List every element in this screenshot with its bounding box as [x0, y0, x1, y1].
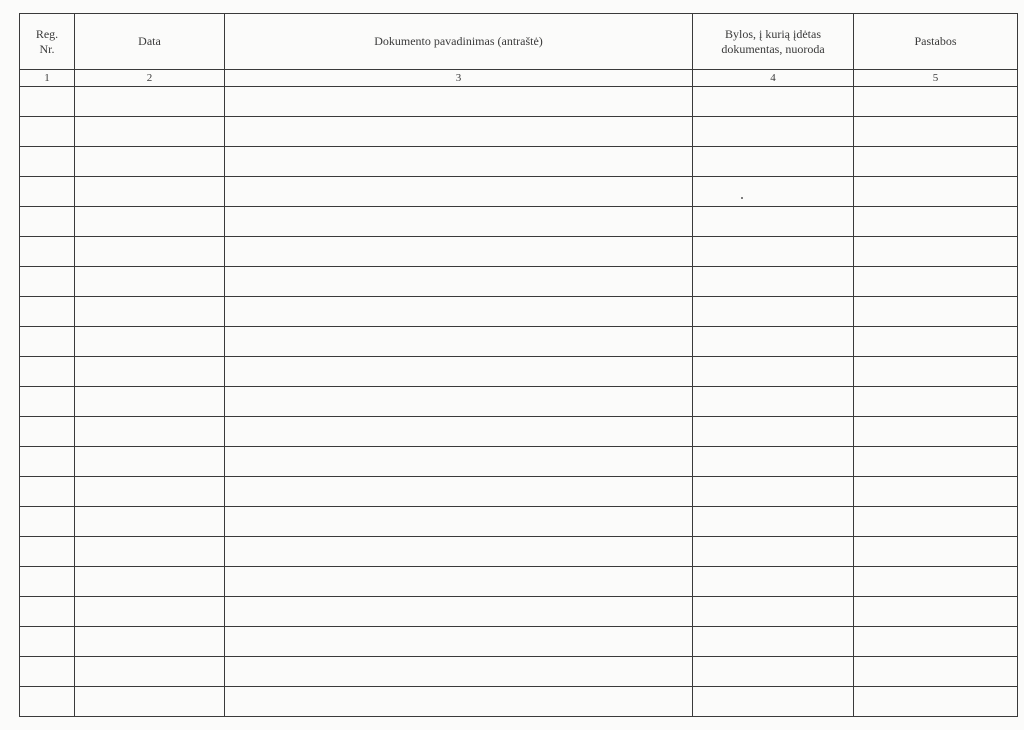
blank-cell: [20, 387, 75, 417]
blank-cell: [854, 537, 1018, 567]
table-row: [20, 117, 1018, 147]
blank-cell: [75, 357, 225, 387]
blank-cell: [854, 117, 1018, 147]
table-row: [20, 327, 1018, 357]
blank-cell: [20, 327, 75, 357]
blank-cell: [20, 177, 75, 207]
blank-cell: [20, 447, 75, 477]
blank-cell: [693, 447, 854, 477]
column-number-3: 3: [225, 70, 693, 87]
blank-cell: [20, 567, 75, 597]
blank-cell: [693, 267, 854, 297]
blank-cell: [693, 417, 854, 447]
blank-cell: [854, 327, 1018, 357]
blank-cell: [225, 87, 693, 117]
blank-cell: [854, 657, 1018, 687]
column-number-4: 4: [693, 70, 854, 87]
blank-cell: [693, 627, 854, 657]
table-row: [20, 417, 1018, 447]
blank-cell: [20, 477, 75, 507]
table-row: [20, 537, 1018, 567]
blank-cell: [75, 387, 225, 417]
blank-cell: [75, 327, 225, 357]
blank-cell: [854, 177, 1018, 207]
blank-cell: [854, 387, 1018, 417]
blank-cell: [693, 537, 854, 567]
blank-cell: [20, 117, 75, 147]
blank-cell: [20, 597, 75, 627]
blank-cell: [20, 627, 75, 657]
column-number-2: 2: [75, 70, 225, 87]
blank-cell: [75, 177, 225, 207]
blank-cell: [20, 417, 75, 447]
blank-cell: [75, 567, 225, 597]
blank-cell: [854, 237, 1018, 267]
table-row: [20, 207, 1018, 237]
blank-cell: [693, 507, 854, 537]
blank-cell: [693, 327, 854, 357]
blank-cell: [225, 417, 693, 447]
blank-cell: [225, 267, 693, 297]
blank-cell: [854, 87, 1018, 117]
column-number-row: [20, 70, 1018, 87]
blank-cell: [693, 297, 854, 327]
blank-cell: [854, 357, 1018, 387]
column-number-5: 5: [854, 70, 1018, 87]
table-row: [20, 237, 1018, 267]
blank-cell: [20, 147, 75, 177]
blank-cell: [20, 207, 75, 237]
blank-cell: [225, 357, 693, 387]
blank-cell: [693, 177, 854, 207]
table-row: [20, 147, 1018, 177]
table-row: [20, 177, 1018, 207]
blank-cell: [854, 687, 1018, 717]
table-row: [20, 297, 1018, 327]
blank-cell: [693, 237, 854, 267]
blank-cell: [854, 297, 1018, 327]
blank-cell: [75, 147, 225, 177]
blank-cell: [20, 507, 75, 537]
blank-cell: [75, 117, 225, 147]
blank-cell: [225, 627, 693, 657]
blank-cell: [854, 147, 1018, 177]
table-row: [20, 657, 1018, 687]
blank-cell: [854, 507, 1018, 537]
header-notes: Pastabos: [854, 14, 1018, 70]
blank-cell: [75, 417, 225, 447]
blank-cell: [693, 87, 854, 117]
blank-cell: [225, 297, 693, 327]
blank-cell: [854, 567, 1018, 597]
blank-cell: [75, 207, 225, 237]
blank-cell: [20, 657, 75, 687]
table-row: [20, 357, 1018, 387]
header-document-title: Dokumento pavadinimas (antraštė): [225, 14, 693, 70]
blank-cell: [693, 477, 854, 507]
blank-cell: [854, 627, 1018, 657]
blank-cell: [225, 117, 693, 147]
table-row: [20, 447, 1018, 477]
blank-cell: [20, 357, 75, 387]
blank-cell: [225, 207, 693, 237]
blank-cell: [225, 687, 693, 717]
blank-cell: [20, 237, 75, 267]
blank-cell: [225, 507, 693, 537]
header-data: Data: [75, 14, 225, 70]
blank-cell: [225, 327, 693, 357]
header-reg-nr: Reg. Nr.: [20, 14, 75, 70]
blank-cell: [225, 177, 693, 207]
table-row: [20, 267, 1018, 297]
blank-cell: [20, 297, 75, 327]
document-register-table: [19, 13, 1018, 717]
blank-cell: [225, 567, 693, 597]
blank-cell: [20, 87, 75, 117]
table-row: [20, 567, 1018, 597]
blank-cell: [75, 237, 225, 267]
blank-cell: [693, 387, 854, 417]
blank-cell: [693, 117, 854, 147]
table-row: [20, 687, 1018, 717]
blank-cell: [854, 477, 1018, 507]
blank-cell: [75, 597, 225, 627]
header-file-reference: Bylos, į kurią įdėtas dokumentas, nuoroda: [693, 14, 854, 70]
blank-cell: [75, 687, 225, 717]
table-row: [20, 507, 1018, 537]
blank-cell: [854, 447, 1018, 477]
table-row: [20, 87, 1018, 117]
blank-cell: [225, 597, 693, 627]
blank-cell: [75, 87, 225, 117]
blank-cell: [854, 417, 1018, 447]
blank-cell: [225, 477, 693, 507]
blank-cell: [225, 447, 693, 477]
blank-cell: [75, 627, 225, 657]
blank-cell: [693, 357, 854, 387]
blank-cell: [20, 267, 75, 297]
blank-cell: [225, 387, 693, 417]
paper-speck: [741, 197, 743, 199]
blank-cell: [75, 507, 225, 537]
blank-cell: [75, 477, 225, 507]
blank-cell: [20, 687, 75, 717]
blank-cell: [75, 537, 225, 567]
blank-cell: [693, 687, 854, 717]
blank-cell: [693, 207, 854, 237]
blank-cell: [854, 207, 1018, 237]
table-row: [20, 597, 1018, 627]
blank-cell: [75, 267, 225, 297]
blank-cell: [225, 237, 693, 267]
blank-cell: [75, 657, 225, 687]
blank-cell: [693, 657, 854, 687]
table-row: [20, 627, 1018, 657]
blank-cell: [75, 297, 225, 327]
column-number-1: 1: [20, 70, 75, 87]
blank-cell: [854, 597, 1018, 627]
table-row: [20, 477, 1018, 507]
blank-cell: [20, 537, 75, 567]
blank-cell: [693, 567, 854, 597]
blank-cell: [225, 147, 693, 177]
blank-cell: [225, 657, 693, 687]
blank-cell: [225, 537, 693, 567]
table-row: [20, 387, 1018, 417]
blank-cell: [693, 597, 854, 627]
blank-cell: [75, 447, 225, 477]
blank-cell: [693, 147, 854, 177]
blank-cell: [854, 267, 1018, 297]
header-row: [20, 14, 1018, 70]
